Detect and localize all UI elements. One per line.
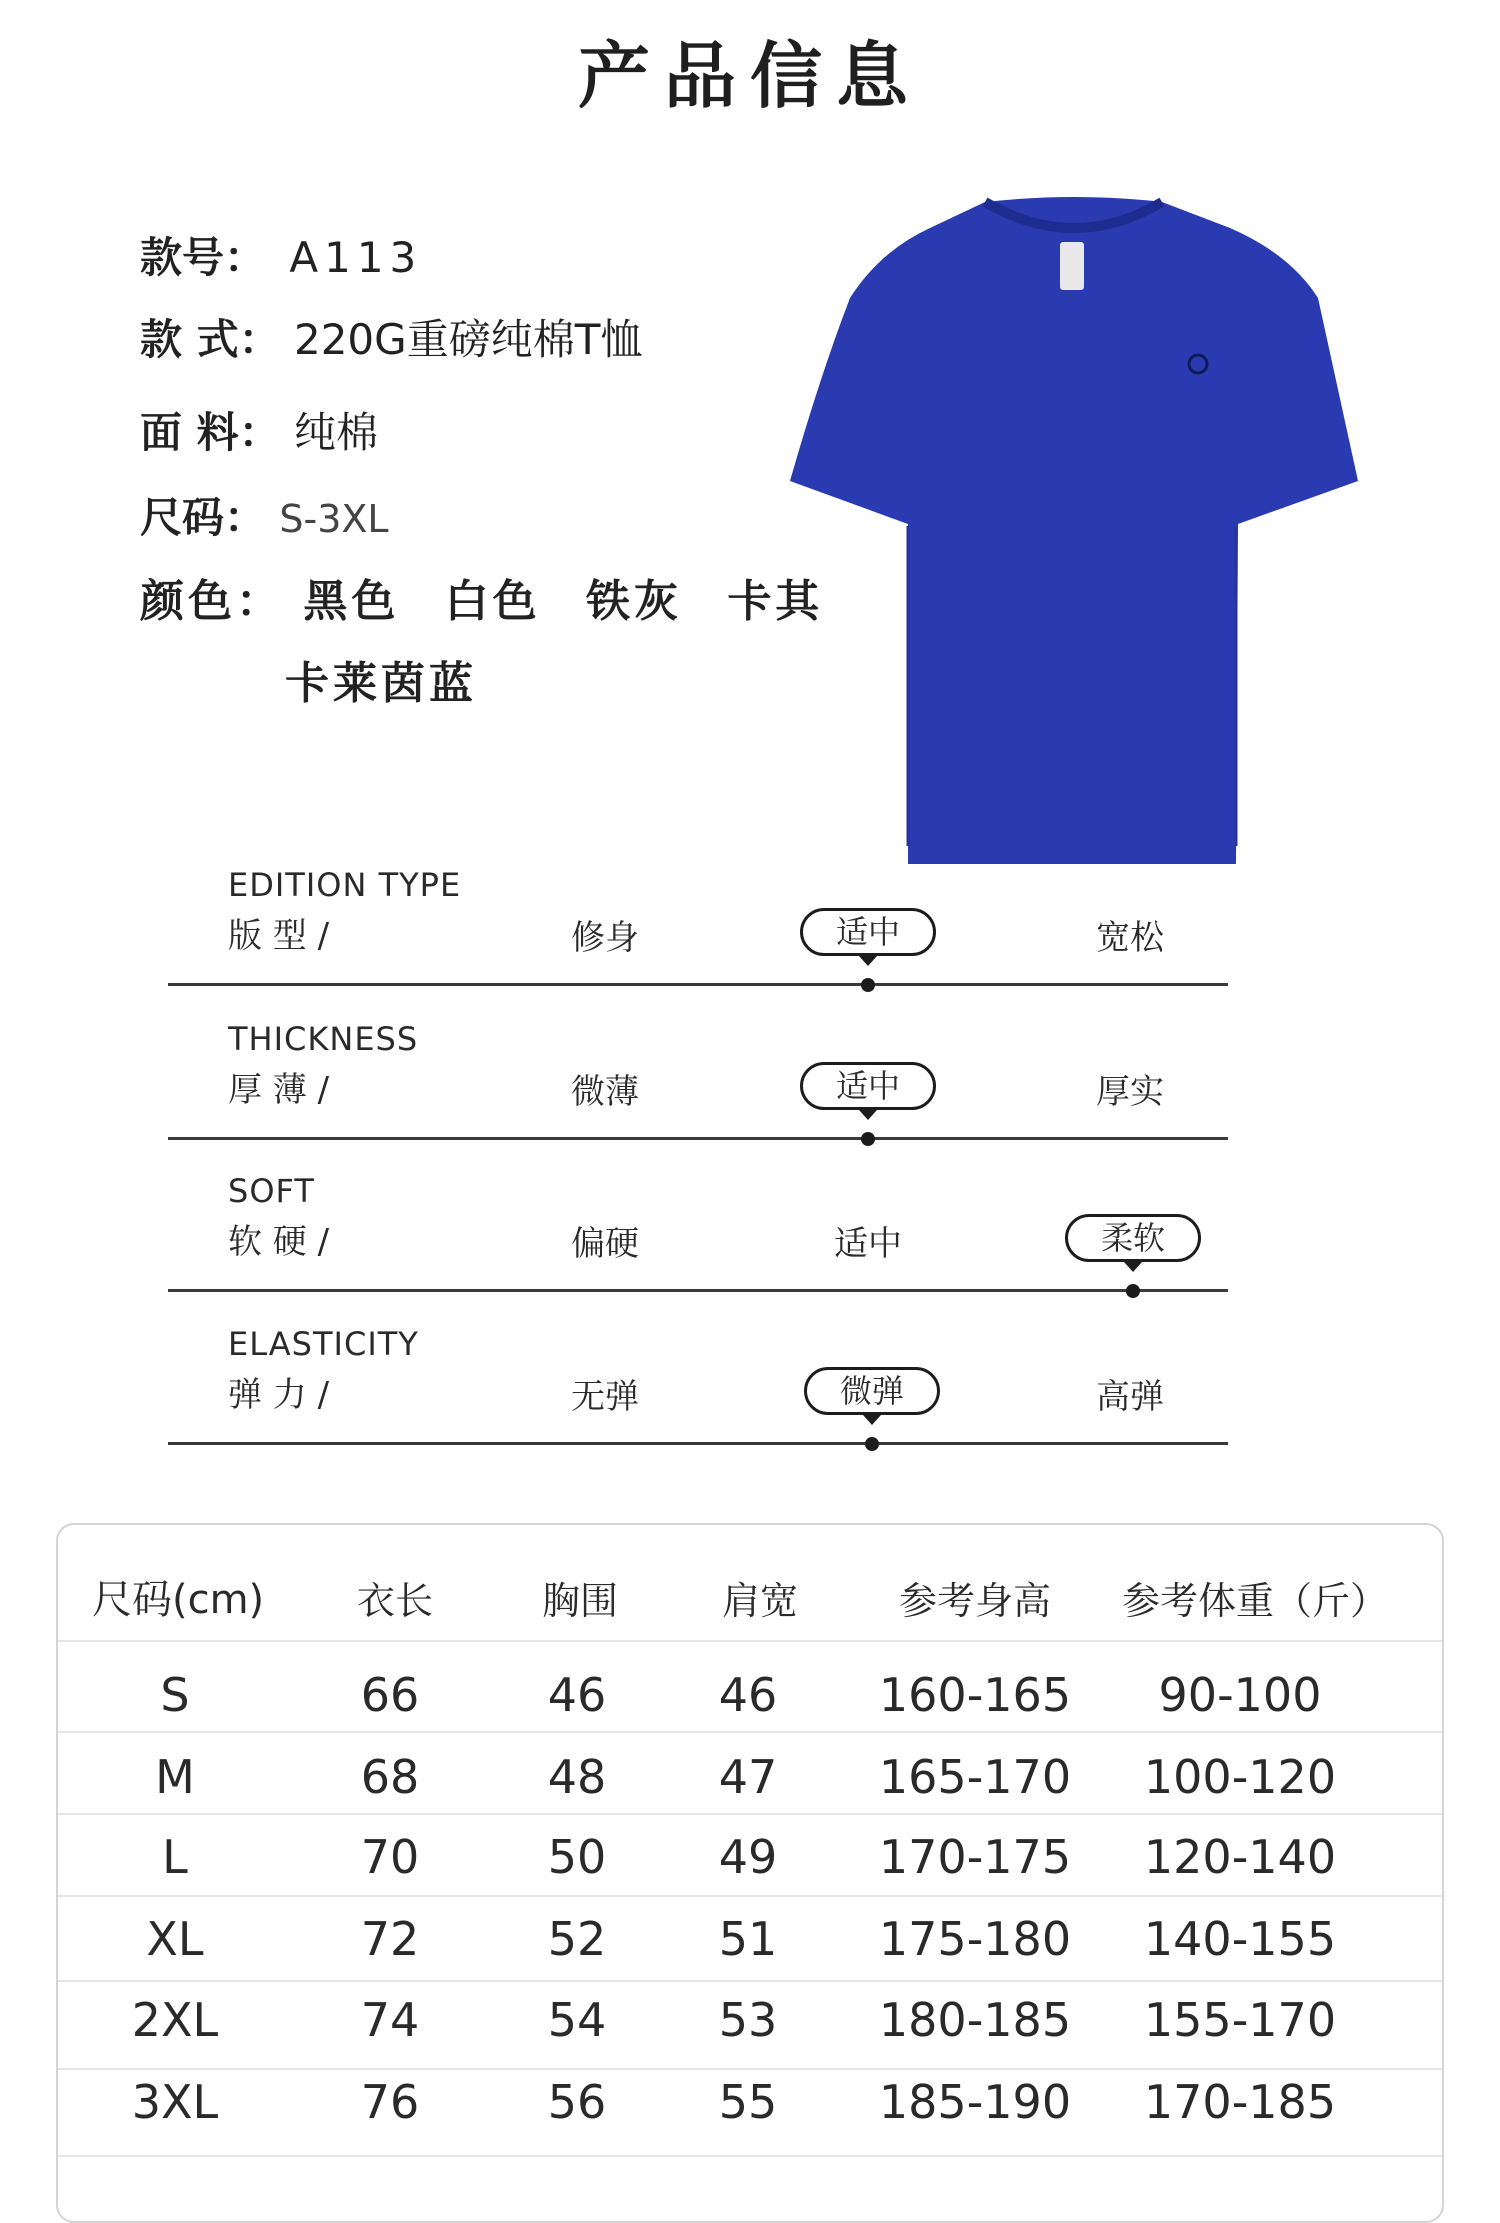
- pill-pointer: [859, 956, 877, 966]
- attr-en-label: THICKNESS: [228, 1020, 419, 1058]
- table-cell: 170-185: [1143, 2075, 1337, 2129]
- table-cell: 53: [718, 1993, 778, 2047]
- table-cell: 50: [547, 1830, 607, 1884]
- size-range-line: [140, 485, 389, 545]
- table-cell: 56: [547, 2075, 607, 2129]
- table-cell: S: [160, 1668, 190, 1722]
- scale-marker-dot: [861, 978, 875, 992]
- option-label: 修身: [571, 918, 639, 958]
- table-cell: 185-190: [878, 2075, 1072, 2129]
- style-value: 220G重磅纯棉T恤: [293, 315, 643, 364]
- table-cell: 3XL: [131, 2075, 219, 2129]
- size-range-label: 尺码：: [140, 493, 267, 542]
- table-header-cell: 参考体重（斤）: [1121, 1579, 1388, 1623]
- table-cell: 51: [718, 1912, 778, 1966]
- attr-en-label: ELASTICITY: [228, 1325, 419, 1363]
- table-cell: 165-170: [878, 1750, 1072, 1804]
- table-cell: 2XL: [131, 1993, 219, 2047]
- table-cell: 46: [547, 1668, 607, 1722]
- page-title: 产品信息: [577, 34, 922, 118]
- option-label: 厚实: [1096, 1072, 1164, 1112]
- selected-option-pill: 适中: [800, 1062, 936, 1110]
- size-range-value: S-3XL: [279, 497, 389, 541]
- table-cell: 100-120: [1143, 1750, 1337, 1804]
- scale-line: [168, 1442, 1228, 1445]
- tag-icon: [1060, 242, 1084, 290]
- selected-option-pill: 微弹: [804, 1367, 940, 1415]
- style-label: 款 式：: [140, 315, 281, 364]
- table-cell: 90-100: [1158, 1668, 1322, 1722]
- style-number-value: A113: [289, 233, 423, 282]
- color-option: 黑色: [303, 576, 400, 627]
- table-header-cell: 肩宽: [721, 1579, 798, 1623]
- table-header-cell: 衣长: [356, 1579, 433, 1623]
- table-divider: [58, 1980, 1442, 1982]
- table-divider: [58, 1895, 1442, 1897]
- pill-pointer: [859, 1110, 877, 1120]
- selected-option-pill: 柔软: [1065, 1214, 1201, 1262]
- scale-marker-dot: [865, 1437, 879, 1451]
- table-cell: 49: [718, 1830, 778, 1884]
- scale-marker-dot: [861, 1132, 875, 1146]
- attr-en-label: SOFT: [228, 1172, 315, 1210]
- table-cell: 175-180: [878, 1912, 1072, 1966]
- option-label: 高弹: [1096, 1377, 1164, 1417]
- attr-cn-label: 软 硬 /: [228, 1222, 330, 1262]
- table-divider: [58, 2155, 1442, 2157]
- table-cell: XL: [146, 1912, 204, 1966]
- fabric-value: 纯棉: [293, 408, 378, 457]
- table-cell: 54: [547, 1993, 607, 2047]
- table-cell: 48: [547, 1750, 607, 1804]
- scale-marker-dot: [1126, 1284, 1140, 1298]
- style-number-line: [140, 225, 422, 285]
- table-cell: 160-165: [878, 1668, 1072, 1722]
- table-header-cell: 参考身高: [898, 1579, 1051, 1623]
- fabric-label: 面 料：: [140, 408, 281, 457]
- t-shirt-body: [790, 197, 1358, 864]
- option-label: 偏硬: [571, 1224, 639, 1264]
- scale-line: [168, 1137, 1228, 1140]
- table-cell: 66: [360, 1668, 420, 1722]
- table-divider: [58, 1731, 1442, 1733]
- table-cell: 180-185: [878, 1993, 1072, 2047]
- table-cell: M: [155, 1750, 195, 1804]
- table-divider: [58, 2068, 1442, 2070]
- table-cell: 74: [360, 1993, 420, 2047]
- attr-cn-label: 弹 力 /: [228, 1375, 330, 1415]
- table-cell: L: [162, 1830, 188, 1884]
- color-option: 卡其: [727, 576, 824, 627]
- table-cell: 70: [360, 1830, 420, 1884]
- color-option: 白色: [444, 576, 541, 627]
- fabric-line: [140, 400, 378, 460]
- table-cell: 55: [718, 2075, 778, 2129]
- table-cell: 47: [718, 1750, 778, 1804]
- t-shirt-image: [790, 196, 1360, 866]
- scale-line: [168, 1289, 1228, 1292]
- table-header-cell: 胸围: [541, 1579, 618, 1623]
- attr-cn-label: 版 型 /: [228, 916, 330, 956]
- pill-pointer: [1124, 1262, 1142, 1272]
- scale-line: [168, 983, 1228, 986]
- table-header-cell: 尺码(cm): [92, 1577, 265, 1623]
- table-cell: 68: [360, 1750, 420, 1804]
- style-number-label: 款号：: [140, 233, 267, 282]
- table-cell: 52: [547, 1912, 607, 1966]
- attr-en-label: EDITION TYPE: [228, 866, 462, 904]
- option-label: 适中: [834, 1224, 902, 1264]
- selected-option-pill: 适中: [800, 908, 936, 956]
- table-cell: 120-140: [1143, 1830, 1337, 1884]
- table-cell: 72: [360, 1912, 420, 1966]
- option-label: 无弹: [571, 1377, 639, 1417]
- colors-block: [140, 565, 849, 711]
- table-cell: 140-155: [1143, 1912, 1337, 1966]
- colors-label: 颜色：: [140, 576, 284, 627]
- attr-cn-label: 厚 薄 /: [228, 1070, 330, 1110]
- option-label: 微薄: [571, 1072, 639, 1112]
- style-line: [140, 307, 642, 367]
- table-divider: [58, 1813, 1442, 1815]
- table-cell: 170-175: [878, 1830, 1072, 1884]
- pill-pointer: [863, 1415, 881, 1425]
- table-cell: 76: [360, 2075, 420, 2129]
- table-divider: [58, 1640, 1442, 1642]
- table-cell: 155-170: [1143, 1993, 1337, 2047]
- color-option: 铁灰: [585, 576, 682, 627]
- option-label: 宽松: [1096, 918, 1164, 958]
- table-cell: 46: [718, 1668, 778, 1722]
- color-option: 卡莱茵蓝: [285, 658, 477, 709]
